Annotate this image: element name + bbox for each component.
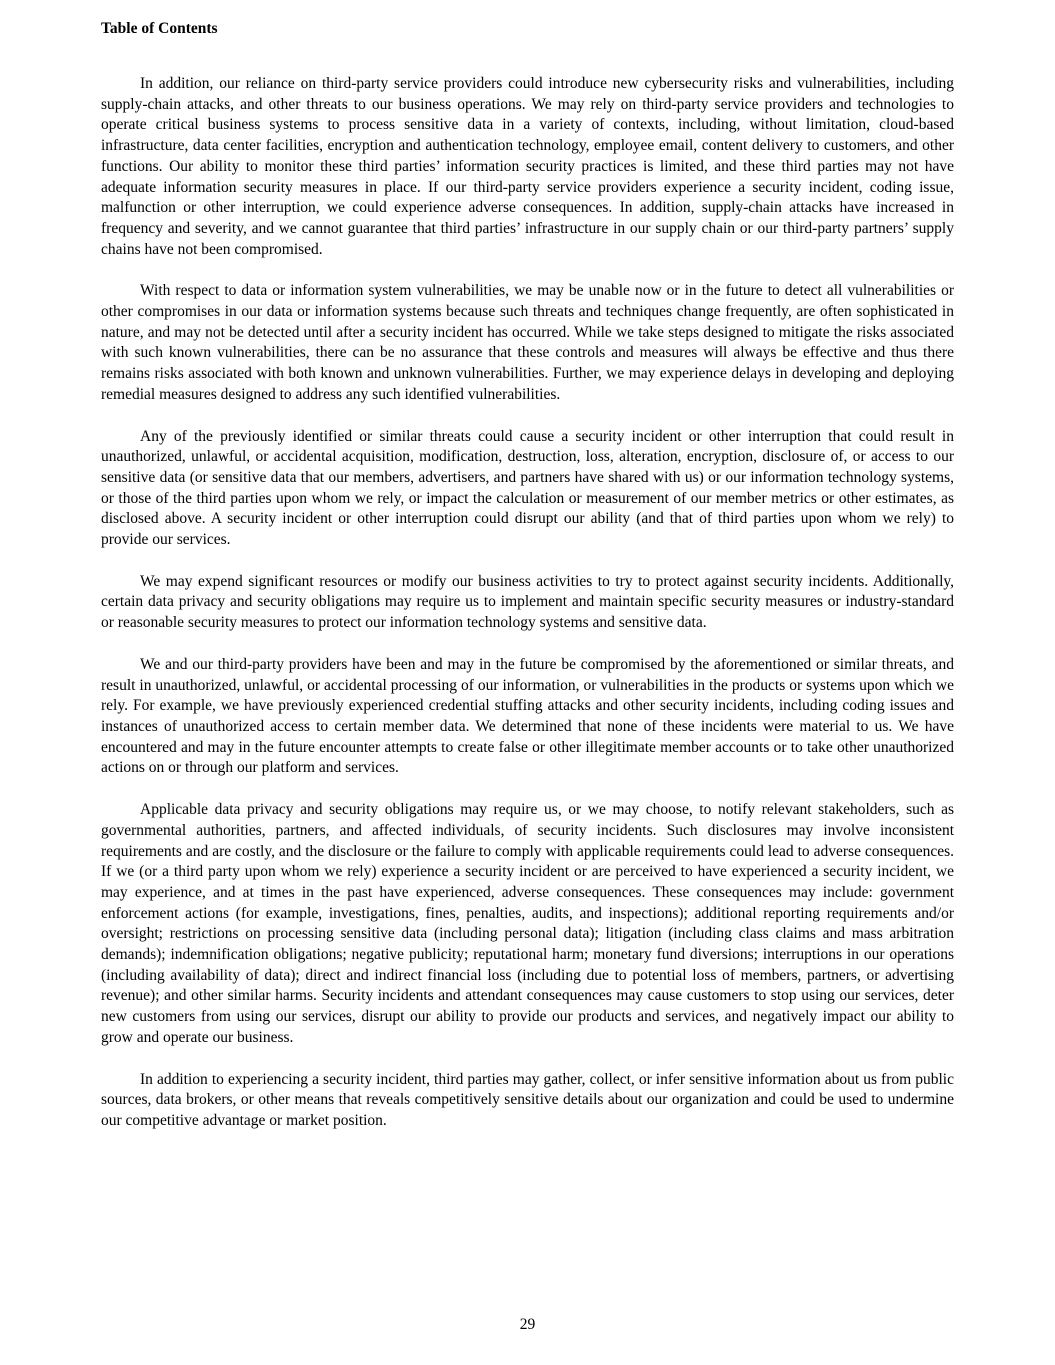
paragraph-past-compromises: We and our third-party providers have been and may in the future be compromised by the aforementioned or similar threats, and result in unauthorized, unlawful, or accidental processing of our information, or vulnerabilities in the products or systems upon which we rely. For example, we have previously experienced credential stuffing attacks and other security incidents, including coding issues and instances of unauthorized access to certain member data. We determined that none of these incidents were material to us. We have encountered and may in the future encounter attempts to create false or other illegitimate member accounts or to take other unauthorized actions on or through our platform and services. xyxy=(101,655,954,777)
paragraph-protection-resources: We may expend significant resources or modify our business activities to try to protect against security incidents. Additionally, certain data privacy and security obligations may require us to implement and maintain specific security measures or industry-standard or reasonable security measures to protect our information technology systems and sensitive data. xyxy=(101,572,954,632)
paragraph-vulnerabilities: With respect to data or information system vulnerabilities, we may be unable now or in the future to detect all vulnerabilities or other compromises in our data or information systems because such threats and techniques change frequently, are often sophisticated in nature, and may not be detected until after a security incident has occurred. While we take steps designed to mitigate the risks associated with such known vulnerabilities, there can be no assurance that these controls and measures will always be effective and thus there remains risks associated with both known and unknown vulnerabilities. Further, we may experience delays in developing and deploying remedial measures designed to address any such identified vulnerabilities. xyxy=(101,282,954,403)
paragraph-notification-obligations: Applicable data privacy and security obligations may require us, or we may choose, to notify relevant stakeholders, such as governmental authorities, partners, and affected individuals, of security incidents. Such disclosures may involve inconsistent requirements and are costly, and the disclosure or the failure to comply with applicable requirements could lead to adverse consequences. If we (or a third party upon whom we rely) experience a security incident or are perceived to have experienced a security incident, we may experience, and at times in the past have experienced, adverse consequences. These consequences may include: government enforcement actions (for example, investigations, fines, penalties, audits, and inspections); additional reporting requirements and/or oversight; restrictions on processing sensitive data (including personal data); litigation (including class claims and mass arbitration demands); indemnification obligations; negative publicity; reputational harm; monetary fund diversions; interruptions in our operations (including availability of data); direct and indirect financial loss (including due to potential loss of members, partners, or advertising revenue); and other similar harms. Security incidents and attendant consequences may cause customers to stop using our services, deter new customers from using our services, disrupt our ability to provide our products and services, and negatively impact our ability to grow and operate our business. xyxy=(101,801,954,1046)
paragraph-security-incident-threats: Any of the previously identified or similar threats could cause a security incident or other interruption that could result in unauthorized, unlawful, or accidental acquisition, modification, destruction, loss, alteration, encryption, disclosure of, or access to our sensitive data (or sensitive data that our members, advertisers, and partners have shared with us) or our information technology systems, or those of the third parties upon whom we rely, or impact the calculation or measurement of our member metrics or other estimates, as disclosed above. A security incident or other interruption could disrupt our ability (and that of third parties upon whom we rely) to provide our services. xyxy=(101,427,954,549)
table-of-contents-link[interactable]: Table of Contents xyxy=(101,20,218,37)
paragraph-information-gathering: In addition to experiencing a security incident, third parties may gather, collect, or infer sensitive information about us from public sources, data brokers, or other means that reveals competitively sensitive details about our organization and could be used to undermine our competitive advantage or market position. xyxy=(101,1070,954,1129)
page-number: 29 xyxy=(519,1316,536,1333)
body-text xyxy=(101,74,954,1153)
paragraph-third-party-risks: In addition, our reliance on third-party service providers could introduce new cybersecurity risks and vulnerabilities, including supply-chain attacks, and other threats to our business operations. We may rely on third-party service providers and technologies to operate critical business systems to process sensitive data in a variety of contexts, including, without limitation, cloud-based infrastructure, data center facilities, encryption and authentication technology, employee email, content delivery to customers, and other functions. Our ability to monitor these third parties’ information security practices is limited, and these third parties may not have adequate information security measures in place. If our third-party service providers experience a security incident, coding issue, malfunction or other interruption, we could experience adverse consequences. In addition, supply-chain attacks have increased in frequency and severity, and we cannot guarantee that third parties’ infrastructure in our supply chain or our third-party partners’ supply chains have not been compromised. xyxy=(101,75,954,258)
